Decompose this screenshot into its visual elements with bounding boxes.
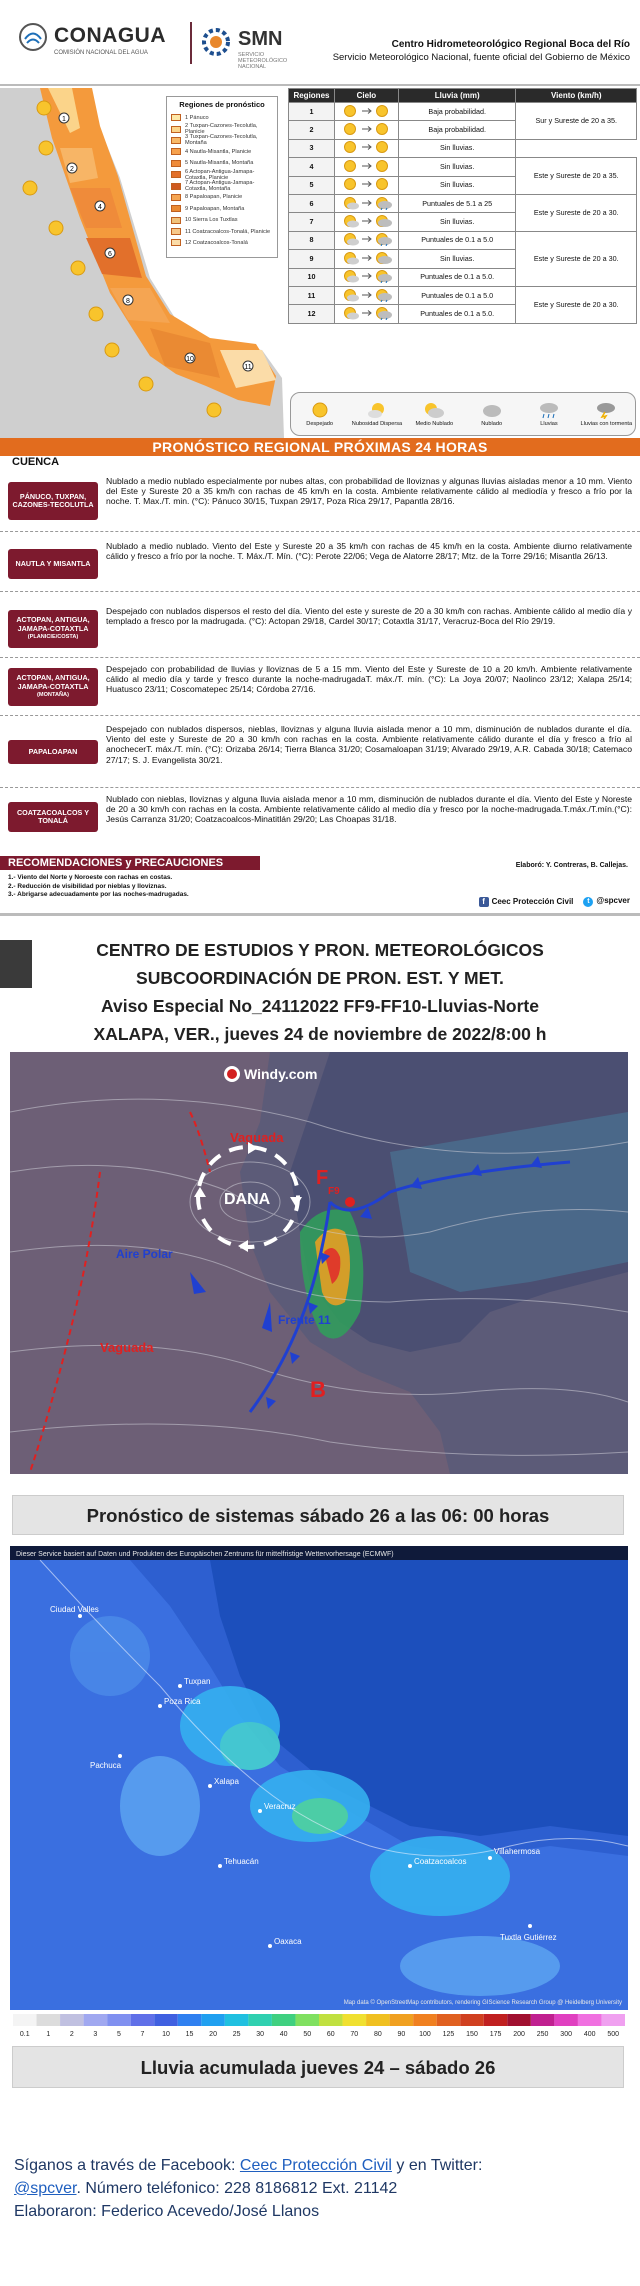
region-legend [166, 96, 278, 258]
icon-nubosidad-dispersa: Nubosidad Dispersa [350, 401, 404, 427]
sun-cloud-icon [366, 401, 388, 419]
rain-cell: Puntuales de 0.1 a 5.0 [398, 286, 516, 304]
svg-text:2: 2 [70, 166, 74, 173]
rain-color-scale [10, 2012, 628, 2040]
rec-item: 1.- Viento del Norte y Noroeste con rachas en costas. [8, 874, 173, 881]
region-cell: 3 [289, 139, 335, 157]
sky-forecast-icon [338, 159, 394, 173]
scale-swatch [413, 2014, 437, 2026]
legend-swatch [171, 137, 181, 144]
footer-facebook-link[interactable]: Ceec Protección Civil [239, 2157, 392, 2174]
sky-cell [334, 176, 398, 194]
scale-label: 0.1 [19, 2031, 30, 2038]
sky-cell [334, 139, 398, 157]
conagua-logo [18, 20, 188, 66]
sky-cell [334, 250, 398, 268]
vaguada-label-bottom: Vaguada [100, 1340, 154, 1355]
social-links [479, 896, 630, 907]
svg-text:4: 4 [98, 204, 102, 211]
smn-logo [200, 22, 310, 70]
conagua-wordmark: CONAGUA [54, 24, 166, 47]
elaboro-label: Elaboró: Y. Contreras, B. Callejas. [515, 862, 628, 869]
scale-label: 400 [583, 2031, 596, 2038]
sky-forecast-icon [338, 214, 394, 228]
region-cell: 12 [289, 305, 335, 323]
scale-label: 500 [607, 2031, 620, 2038]
cuenca-row [0, 790, 640, 850]
smn-subtitle: SERVICIO METEOROLÓGICO NACIONAL [238, 52, 288, 70]
region-cell: 8 [289, 231, 335, 249]
icon-medio-nublado: Medio Nublado [407, 401, 461, 427]
wind-cell: Sur y Sureste de 20 a 35. [516, 103, 637, 140]
scale-label: 200 [513, 2031, 525, 2038]
scale-swatch [484, 2014, 508, 2026]
rain-cell: Puntuales de 0.1 a 5.0. [398, 268, 516, 286]
rain-map-credit: Dieser Service basiert auf Daten und Produkten des Europäischen Zentrums für mittelfristige Wettervorhersage (ECMWF) [16, 1551, 394, 1558]
sky-forecast-icon [338, 140, 394, 154]
scale-swatch [154, 2014, 178, 2026]
region-cell: 7 [289, 213, 335, 231]
icon-lluvias: Lluvias [522, 401, 576, 427]
scale-swatch [225, 2014, 249, 2026]
sky-forecast-icon [338, 306, 394, 320]
col-viento: Viento (km/h) [516, 89, 637, 103]
legend-item: 2 Tuxpan-Cazones-Tecolutla, Planicie [171, 123, 273, 134]
scale-label: 80 [373, 2031, 382, 2038]
rain-cell: Sin lluvias. [398, 139, 516, 157]
cuenca-row [0, 535, 640, 592]
svg-text:Tuxpan: Tuxpan [184, 1677, 211, 1686]
sky-forecast-icon [338, 122, 394, 136]
svg-text:Poza Rica: Poza Rica [164, 1697, 201, 1706]
svg-text:6: 6 [108, 251, 112, 258]
scale-swatch [366, 2014, 390, 2026]
icon-lluvias-tormenta: Lluvias con tormenta [579, 401, 633, 427]
sky-cell [334, 305, 398, 323]
aviso-line-2: SUBCOORDINACIÓN DE PRON. EST. Y MET. [136, 968, 504, 988]
region-cell: 9 [289, 250, 335, 268]
low-b-label: B [310, 1377, 326, 1402]
svg-text:8: 8 [126, 298, 130, 305]
table-row [289, 103, 637, 121]
scale-label: 60 [326, 2031, 335, 2038]
scale-label: 175 [489, 2031, 502, 2038]
conagua-subtitle: COMISIÓN NACIONAL DEL AGUA [54, 50, 148, 56]
sky-cell [334, 231, 398, 249]
header [0, 0, 640, 86]
scale-label: 40 [279, 2031, 288, 2038]
legend-swatch [171, 171, 181, 178]
svg-text:1: 1 [62, 116, 66, 123]
cuenca-text: Despejado con nublados dispersos el resto del día. Viento del este y sureste de 20 a 30 km/h con rachas. Ambiente cálido al medio día y templado a fresco por la madrugada. (°C): Actopan 29/18, Cardel 30/17; Cotaxtla 31/17, Veracruz-Boca del Río 29/19. [106, 606, 632, 627]
cuenca-badge: COATZACOALCOS Y TONALÁ [8, 802, 98, 832]
rain-cell: Sin lluvias. [398, 250, 516, 268]
scale-swatch [248, 2014, 272, 2026]
region-cell: 10 [289, 268, 335, 286]
vaguada-label-top: Vaguada [230, 1130, 284, 1145]
legend-item: 4 Nautla-Misantla, Planicie [171, 146, 273, 157]
legend-item: 3 Tuxpan-Cazones-Tecolutla, Montaña [171, 135, 273, 146]
pronostico-banner [0, 438, 640, 456]
scale-swatch [178, 2014, 202, 2026]
scale-swatch [13, 2014, 37, 2026]
scale-label: 5 [116, 2031, 121, 2038]
cloud-icon [481, 401, 503, 419]
synoptic-map [10, 1052, 628, 1474]
legend-items [171, 112, 273, 249]
scale-swatch [601, 2014, 625, 2026]
legend-swatch [171, 114, 181, 121]
scale-swatch [201, 2014, 225, 2026]
cuenca-row [0, 660, 640, 716]
footer [14, 2154, 626, 2223]
twitter-link[interactable]: t @spcver [583, 896, 630, 907]
sky-forecast-icon [338, 269, 394, 283]
facebook-link[interactable]: f Ceec Protección Civil [479, 897, 574, 907]
svg-text:10: 10 [186, 356, 194, 363]
cuenca-badge: ACTOPAN, ANTIGUA, JAMAPA-COTAXTLA (PLANICIE/COSTA) [8, 610, 98, 648]
legend-swatch [171, 205, 181, 212]
sky-cell [334, 158, 398, 176]
cuenca-text: Nublado con nieblas, lloviznas y alguna lluvia aislada menor a 10 mm, disminución de nublados durante el día. Viento del Este y Noreste de 20 a 30 km/h con rachas en la costa. Ambiente relativamente cálido al medio día y fresco por la noche-madrugada.T.máx./T.mín.(°C): Jesús Carranza 31/20; Coatzacoalcos-Minatitlán 29/20; Las Choapas 31/18. [106, 794, 632, 825]
region-cell: 6 [289, 194, 335, 212]
legend-item: 10 Sierra Los Tuxtlas [171, 215, 273, 226]
icon-nublado: Nublado [465, 401, 519, 427]
scale-swatch [131, 2014, 155, 2026]
partly-cloudy-icon [423, 401, 445, 419]
rec-item: 3.- Abrigarse adecuadamente por las noches-madrugadas. [8, 891, 189, 898]
rain-map-attribution: Map data © OpenStreetMap contributors, rendering GIScience Research Group @ Heidelberg University [343, 2000, 622, 2006]
cuenca-row [0, 470, 640, 532]
legend-item: 7 Actopan-Antigua-Jamapa-Cotaxtla, Montaña [171, 180, 273, 191]
scale-swatch [554, 2014, 578, 2026]
cuenca-text: Despejado con nublados dispersos, nieblas, lloviznas y alguna lluvia aislada menor a 10 mm, disminución de nublados durante el día. Viento del este y Sureste de 20 a 30 km/h con rachas en la costa. Ambiente relativamente cálido durante el día y fresco a frío al anochecerT. máx./T. mín. (°C): Orizaba 26/14; Tierra Blanca 31/20; Cosamaloapan 31/19; Alvarado 29/19, A.R. Cabada 30/18; Catemaco 27/17; S. J. Evangelista 30/21. [106, 724, 632, 765]
rain-map [10, 1546, 628, 2010]
scale-swatch [578, 2014, 602, 2026]
legend-swatch [171, 228, 181, 235]
rec-item: 2.- Reducción de visibilidad por nieblas y lloviznas. [8, 882, 167, 890]
sky-forecast-icon [338, 177, 394, 191]
region-cell: 5 [289, 176, 335, 194]
aviso-line-3: Aviso Especial No_24112022 FF9-FF10-Lluvias-Norte [100, 996, 539, 1016]
storm-icon [595, 401, 617, 419]
svg-text:Villahermosa: Villahermosa [494, 1847, 541, 1856]
svg-text:Xalapa: Xalapa [214, 1777, 239, 1786]
table-header-row [289, 89, 637, 103]
scale-label: 25 [232, 2031, 241, 2038]
scale-label: 90 [397, 2031, 406, 2038]
fb-front-label: F9 [328, 1186, 340, 1197]
scale-swatch [37, 2014, 61, 2026]
legend-item: 11 Coatzacoalcos-Tonalá, Planicie [171, 226, 273, 237]
legend-item: 5 Nautla-Misantla, Montaña [171, 158, 273, 169]
cuenca-text: Despejado con probabilidad de lluvias y lloviznas de 5 a 15 mm. Viento del Este y Sureste de 10 a 20 km/h. Ambiente relativamente cálido al medio día y tarde y fresco durante la noche-madrugadaT. máx./T. mín. (°C): La Joya 20/07; Naolinco 23/12; Xalapa 25/14; Huatusco 23/11; Coscomatepec 25/14; Córdoba 27/16. [106, 664, 632, 695]
sun-icon [309, 401, 331, 419]
legend-swatch [171, 160, 181, 167]
sky-cell [334, 213, 398, 231]
center-title-block [333, 38, 630, 64]
scale-label: 20 [209, 2031, 217, 2038]
facebook-icon: f [479, 897, 489, 907]
cuenca-row [0, 600, 640, 658]
table-row [289, 286, 637, 304]
scale-swatch [437, 2014, 461, 2026]
sky-cell [334, 268, 398, 286]
rain-cell: Puntuales de 0.1 a 5.0. [398, 305, 516, 323]
lluvia-acumulada-title: Lluvia acumulada jueves 24 – sábado 26 [12, 2046, 624, 2088]
footer-line-1: Síganos a través de Facebook: Ceec Protección Civil y en Twitter: [14, 2157, 483, 2174]
legend-swatch [171, 194, 181, 201]
rain-cell: Sin lluvias. [398, 176, 516, 194]
svg-text:Oaxaca: Oaxaca [274, 1937, 302, 1946]
svg-text:Windy.com: Windy.com [244, 1066, 318, 1082]
col-cielo: Cielo [334, 89, 398, 103]
legend-swatch [171, 183, 181, 190]
rain-cell: Puntuales de 0.1 a 5.0 [398, 231, 516, 249]
cuenca-badge: PAPALOAPAN [8, 740, 98, 764]
legend-swatch [171, 126, 181, 133]
scale-swatch [507, 2014, 531, 2026]
sky-cell [334, 103, 398, 121]
logo-divider [190, 22, 192, 64]
scale-swatch [343, 2014, 367, 2026]
sky-forecast-icon [338, 251, 394, 265]
center-title: Centro Hidrometeorológico Regional Boca del Río [391, 39, 630, 50]
rain-cell: Baja probabilidad. [398, 103, 516, 121]
wind-cell: Este y Sureste de 20 a 35. [516, 158, 637, 195]
rain-cell: Sin lluvias. [398, 158, 516, 176]
scale-swatch [295, 2014, 319, 2026]
rain-icon [538, 401, 560, 419]
cuenca-row [0, 720, 640, 788]
legend-item: 1 Pánuco [171, 112, 273, 123]
scale-swatch [531, 2014, 555, 2026]
region-cell: 1 [289, 103, 335, 121]
legend-swatch [171, 217, 181, 224]
svg-text:Ciudad Valles: Ciudad Valles [50, 1605, 99, 1614]
legend-item: 12 Coatzacoalcos-Tonalá [171, 237, 273, 248]
fb-low-label: F [316, 1167, 329, 1189]
footer-elaboraron: Elaboraron: Federico Acevedo/José Llanos [14, 2203, 320, 2220]
scale-label: 150 [466, 2031, 478, 2038]
svg-text:Tuxtla Gutiérrez: Tuxtla Gutiérrez [500, 1933, 557, 1942]
legend-swatch [171, 239, 181, 246]
svg-text:Tehuacán: Tehuacán [224, 1857, 259, 1866]
scale-label: 100 [419, 2031, 431, 2038]
svg-text:Veracruz: Veracruz [264, 1802, 296, 1811]
sky-cell [334, 286, 398, 304]
scale-label: 125 [442, 2031, 455, 2038]
scale-swatch [319, 2014, 343, 2026]
frente-label: Frente 11 [278, 1313, 331, 1327]
sky-forecast-icon [338, 288, 394, 302]
legend-item: 6 Actopan-Antigua-Jamapa-Cotaxtla, Planicie [171, 169, 273, 180]
dana-label: DANA [224, 1191, 271, 1208]
scale-label: 50 [303, 2031, 312, 2038]
svg-text:11: 11 [244, 364, 252, 371]
cuenca-badge: PÁNUCO, TUXPAN, CAZONES-TECOLUTLA [8, 482, 98, 520]
wind-cell: Este y Sureste de 20 a 30. [516, 194, 637, 231]
rain-cell: Sin lluvias. [398, 213, 516, 231]
center-subtitle: Servicio Meteorológico Nacional, fuente oficial del Gobierno de México [332, 52, 630, 63]
scale-label: 300 [560, 2031, 572, 2038]
scale-swatch [390, 2014, 414, 2026]
scale-swatch [107, 2014, 131, 2026]
legend-swatch [171, 148, 181, 155]
sky-icon-legend [290, 392, 636, 436]
pronostico-banner-text: PRONÓSTICO REGIONAL PRÓXIMAS 24 HORAS [152, 439, 488, 455]
scale-swatch [460, 2014, 484, 2026]
sky-cell [334, 121, 398, 139]
smn-gear-icon [200, 26, 232, 58]
sky-forecast-icon [338, 232, 394, 246]
col-lluvia: Lluvia (mm) [398, 89, 516, 103]
cuenca-badge: NAUTLA Y MISANTLA [8, 549, 98, 579]
smn-wordmark: SMN [238, 28, 283, 50]
table-row [289, 194, 637, 212]
forecast-table [288, 88, 637, 324]
scale-label: 15 [185, 2031, 194, 2038]
col-regiones: Regiones [289, 89, 335, 103]
legend-item: 8 Papaloapan, Planicie [171, 192, 273, 203]
aire-polar-label: Aire Polar [116, 1247, 173, 1261]
legend-item: 9 Papaloapan, Montaña [171, 203, 273, 214]
scale-swatch [60, 2014, 84, 2026]
region-cell: 2 [289, 121, 335, 139]
scale-label: 250 [536, 2031, 549, 2038]
sky-forecast-icon [338, 196, 394, 210]
scale-label: 70 [350, 2031, 359, 2038]
cuenca-heading: CUENCA [12, 456, 60, 468]
table-row [289, 231, 637, 249]
low-center-icon [345, 1197, 355, 1207]
region-cell: 4 [289, 158, 335, 176]
svg-text:Pachuca: Pachuca [90, 1761, 122, 1770]
scale-label: 30 [256, 2031, 265, 2038]
sky-cell [334, 194, 398, 212]
twitter-icon: t [583, 897, 593, 907]
scale-label: 3 [93, 2031, 98, 2038]
scale-label: 10 [162, 2031, 170, 2038]
legend-title: Regiones de pronóstico [179, 100, 265, 109]
cuenca-badge: ACTOPAN, ANTIGUA, JAMAPA-COTAXTLA (MONTAÑA) [8, 668, 98, 706]
region-cell: 11 [289, 286, 335, 304]
scale-label: 1 [46, 2031, 51, 2038]
sky-forecast-icon [338, 104, 394, 118]
section-divider [0, 913, 640, 916]
aviso-line-4: XALAPA, VER., jueves 24 de noviembre de 2022/8:00 h [93, 1024, 547, 1044]
recomendaciones-list [8, 874, 189, 900]
conagua-emblem-icon [18, 22, 48, 52]
scale-swatch [84, 2014, 108, 2026]
scale-swatch [272, 2014, 296, 2026]
table-row [289, 158, 637, 176]
cuenca-text: Nublado a medio nublado especialmente por nubes altas, con probabilidad de lloviznas y algunas lluvias aisladas menor a 10 mm. Viento del Este y Sureste 20 a 35 km/h con rachas de 45 km/h en la costa. Ambiente relativamente cálido al mediodía y fresco a frío por la noche. T. Max./T. min. (°C): Pánuco 30/15, Tuxpan 29/17, Poza Rica 29/17, Papantla 28/16. [106, 476, 632, 507]
footer-line-2: @spcver. Número teléfonico: 228 8186812 Ext. 21142 [14, 2180, 398, 2197]
rain-cell: Puntuales de 5.1 a 25 [398, 194, 516, 212]
sistemas-title: Pronóstico de sistemas sábado 26 a las 06: 00 horas [12, 1495, 624, 1535]
scale-label: 7 [140, 2031, 145, 2038]
svg-text:Coatzacoalcos: Coatzacoalcos [414, 1857, 467, 1866]
footer-twitter-link[interactable]: @spcver [14, 2180, 77, 2197]
aviso-line-1: CENTRO DE ESTUDIOS Y PRON. METEOROLÓGICOS [96, 940, 544, 960]
table-row [289, 139, 637, 157]
wind-cell: Este y Sureste de 20 a 30. [516, 231, 637, 286]
recomendaciones-banner: RECOMENDACIONES y PRECAUCIONES [0, 856, 260, 870]
rain-cell: Baja probabilidad. [398, 121, 516, 139]
scale-label: 2 [69, 2031, 74, 2038]
icon-despejado: Despejado [293, 401, 347, 427]
cuenca-text: Nublado a medio nublado. Viento del Este y Sureste 20 a 35 km/h con rachas de 45 km/h en la costa. Ambiente diurno relativamente cálido y fresco a frío por la noche. T. Máx./T. Mín. (°C): Perote 22/06; Vega de Alatorre 28/17; Mtz. de la Torre 29/16; Misantla 26/13. [106, 541, 632, 562]
wind-cell: Este y Sureste de 20 a 30. [516, 286, 637, 323]
